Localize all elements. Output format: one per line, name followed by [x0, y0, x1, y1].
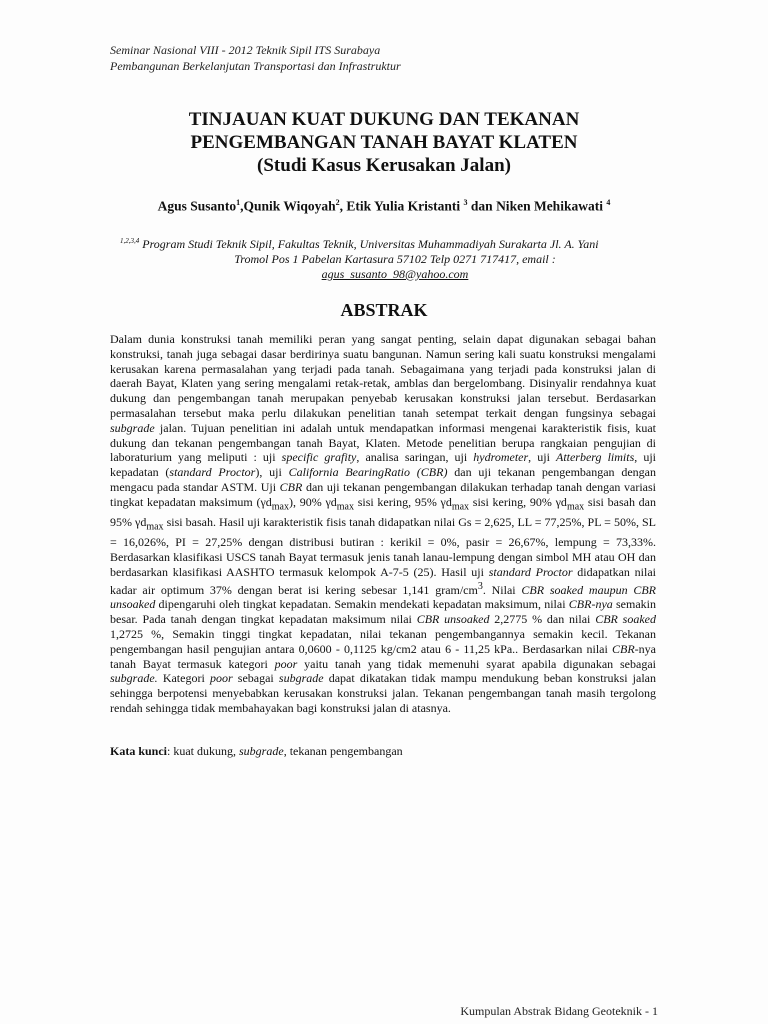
abstract-term: CBR unsoaked	[416, 612, 490, 627]
abstract-term: maupun CBR unsoaked	[110, 582, 656, 612]
title-line-3: (Studi Kasus Kerusakan Jalan)	[257, 155, 511, 176]
abstract-text: 2,2775 % dan nilai	[489, 612, 596, 627]
author-4: dan Niken Mehikawati	[467, 198, 607, 214]
abstract-text: Kategori	[157, 671, 210, 686]
abstract-term: subgrade	[110, 420, 155, 435]
author-4-sup: 4	[606, 198, 611, 207]
abstract-term: CBR	[279, 479, 303, 494]
abstract-body	[110, 332, 656, 716]
author-1-sup: 1	[236, 198, 241, 207]
abstract-term: poor	[209, 671, 233, 686]
abstract-subscript: max	[336, 501, 354, 513]
abstract-text: sisi kering, 90% γd	[469, 494, 567, 509]
affiliation	[120, 234, 670, 282]
running-head-line-1: Seminar Nasional VIII - 2012 Teknik Sipil ITS Surabaya	[110, 43, 381, 57]
abstract-subscript: max	[566, 501, 585, 513]
abstract-text: dan uji tekanan pengembangan dilakukan terhadap tanah dengan variasi tingkat kepadatan maksimum (γd	[110, 479, 656, 509]
abstract-text: jalan. Tujuan penelitian ini adalah untuk mendapatkan informasi mengenai karakteristik fisis, kuat dukung dan tekanan pengembangan tanah Bayat, Klaten. Metode penelitian berupa rangkaian pengujian di laboraturium yang meliputi : uji	[110, 420, 656, 465]
abstract-term: poor	[274, 656, 298, 671]
running-head	[110, 42, 401, 74]
running-head-line-2: Pembangunan Berkelanjutan Transportasi dan Infrastruktur	[110, 59, 401, 73]
keywords-term: subgrade	[239, 744, 284, 758]
abstract-term: California BearingRatio (CBR)	[288, 465, 448, 480]
abstract-text: , uji kepadatan (	[110, 450, 657, 480]
abstract-term: CBR	[612, 641, 635, 656]
keywords-text: , tekanan pengembangan	[283, 744, 403, 758]
abstract-text: dipengaruhi oleh tingkat kepadatan. Semakin mendekati kepadatan maksimum, nilai	[155, 597, 569, 612]
abstract-text: . Nilai	[482, 582, 522, 597]
abstract-term: subgrade.	[110, 671, 158, 686]
keywords	[110, 744, 403, 759]
author-3: , Etik Yulia Kristanti	[339, 198, 464, 214]
abstract-text: , analisa saringan, uji	[356, 450, 474, 465]
abstract-text: dapat dikatakan tidak mampu mendukung beban konstruksi jalan sehingga berpotensi menyebabkan kerusakan konstruksi jalan. Tekanan pengembangan tanah masih tergolong rendah sehingga tidak membahayakan bagi konstruksi jalan di atasnya.	[110, 671, 657, 715]
author-1: Agus Susanto	[157, 198, 237, 214]
author-list	[0, 198, 768, 215]
page-footer: Kumpulan Abstrak Bidang Geoteknik - 1	[460, 1004, 658, 1018]
abstract-text: yaitu tanah yang tidak memenuhi syarat apabila digunakan sebagai	[297, 656, 656, 671]
abstract-subscript: max	[271, 501, 289, 513]
abstract-term: specific grafity	[281, 450, 357, 465]
abstract-term: hydrometer	[473, 450, 529, 465]
abstract-term: Atterberg limits	[555, 450, 635, 465]
email-link[interactable]: agus_susanto_98@yahoo.com	[321, 267, 469, 281]
title-line-2: PENGEMBANGAN TANAH BAYAT KLATEN	[190, 132, 578, 153]
abstract-text: didapatkan nilai kadar air optimum 37% dengan berat isi kering sebesar 1,141 gram/cm	[110, 564, 656, 597]
abstract-term: CBR soaked	[521, 582, 584, 597]
abstract-text: 1,2725 %, Semakin tinggi tingkat kepadatan, nilai tekanan pengembangannya semakin kecil. Tekanan pengembangan hasil pengujian antara 0,0600 - 0,1125 kg/cm2 atau 6 - 11,25 kPa.. Berdasarkan nilai	[110, 626, 656, 656]
title-line-1: TINJAUAN KUAT DUKUNG DAN TEKANAN	[188, 109, 580, 130]
abstract-text: sisi basah. Hasil uji karakteristik fisis tanah didapatkan nilai Gs = 2,625, LL = 77,25%, PL = 50%, SL = 16,026%, PI = 27,25% dengan distribusi butiran : kerikil = 0%, pasir = 26,67%, lempung = 73,33%. Berdasarkan klasifikasi USCS tanah Bayat termasuk jenis tanah lanau-lempung dengan simbol MH atau OH dan berdasarkan klasifikasi AASHTO termasuk kelompok A-7-5 (25). Hasil uji	[110, 514, 656, 579]
abstract-heading: ABSTRAK	[340, 300, 428, 320]
abstract-superscript: 3	[477, 580, 483, 592]
abstract-text: dan uji tekanan pengembangan dengan mengacu pada standar ASTM. Uji	[110, 465, 656, 494]
abstract-term: standard Proctor	[488, 564, 573, 579]
abstract-text: ), 90% γd	[289, 494, 337, 509]
affiliation-line-1: Program Studi Teknik Sipil, Fakultas Teknik, Universitas Muhammadiyah Surakarta Jl. A. Yani	[139, 237, 599, 251]
abstract-paragraph	[110, 332, 656, 716]
abstract-text: semakin besar. Pada tanah dengan tingkat kepadatan maksimum nilai	[110, 597, 656, 627]
paper-title	[0, 108, 768, 177]
abstract-text: Dalam dunia konstruksi tanah memiliki peran yang sangat penting, selain dapat digunakan sebagai bahan konstruksi, tanah juga sebagai dasar berdirinya suatu bangunan. Namun sering kali suatu konstruksi mengalami kerusakan karena permasalahan yang terjadi pada tanah. Sebagaimana yang terjadi pada konstruksi jalan di daerah Bayat, Klaten yang sering mengalami retak-retak, amblas dan bergelombang. Disinyalir rendahnya kuat dukung dan pengembangan tanah merupakan penyebab kerusakan konstruksi jalan tersebut. Berdasarkan permasalahan tersebut maka perlu dilakukan penelitian tanah setempat terkait dengan fungsinya sebagai	[110, 332, 656, 420]
abstract-text: sebagai	[232, 671, 279, 686]
abstract-text: -nya tanah Bayat termasuk kategori	[110, 641, 656, 671]
abstract-subscript: max	[451, 501, 470, 513]
abstract-subscript: max	[146, 521, 164, 533]
author-3-sup: 3	[463, 198, 468, 207]
keywords-text: : kuat dukung,	[167, 744, 240, 758]
abstract-text: sisi basah dan 95% γd	[110, 494, 656, 529]
affiliation-line-2: Tromol Pos 1 Pabelan Kartasura 57102 Telp 0271 717417, email :	[234, 252, 556, 266]
affiliation-sup: 1,2,3,4	[120, 237, 140, 245]
abstract-term: standard Proctor	[169, 465, 256, 480]
keywords-label: Kata kunci	[110, 744, 168, 758]
author-2-sup: 2	[335, 198, 340, 207]
abstract-term: CBR soaked	[595, 612, 656, 627]
abstract-text: , uji	[528, 450, 556, 465]
abstract-text: sisi kering, 95% γd	[353, 494, 452, 509]
abstract-term: subgrade	[278, 671, 324, 686]
author-2: ,Qunik Wiqoyah	[240, 198, 336, 214]
abstract-text: ), uji	[255, 465, 289, 480]
abstract-term: CBR-nya	[568, 597, 613, 612]
